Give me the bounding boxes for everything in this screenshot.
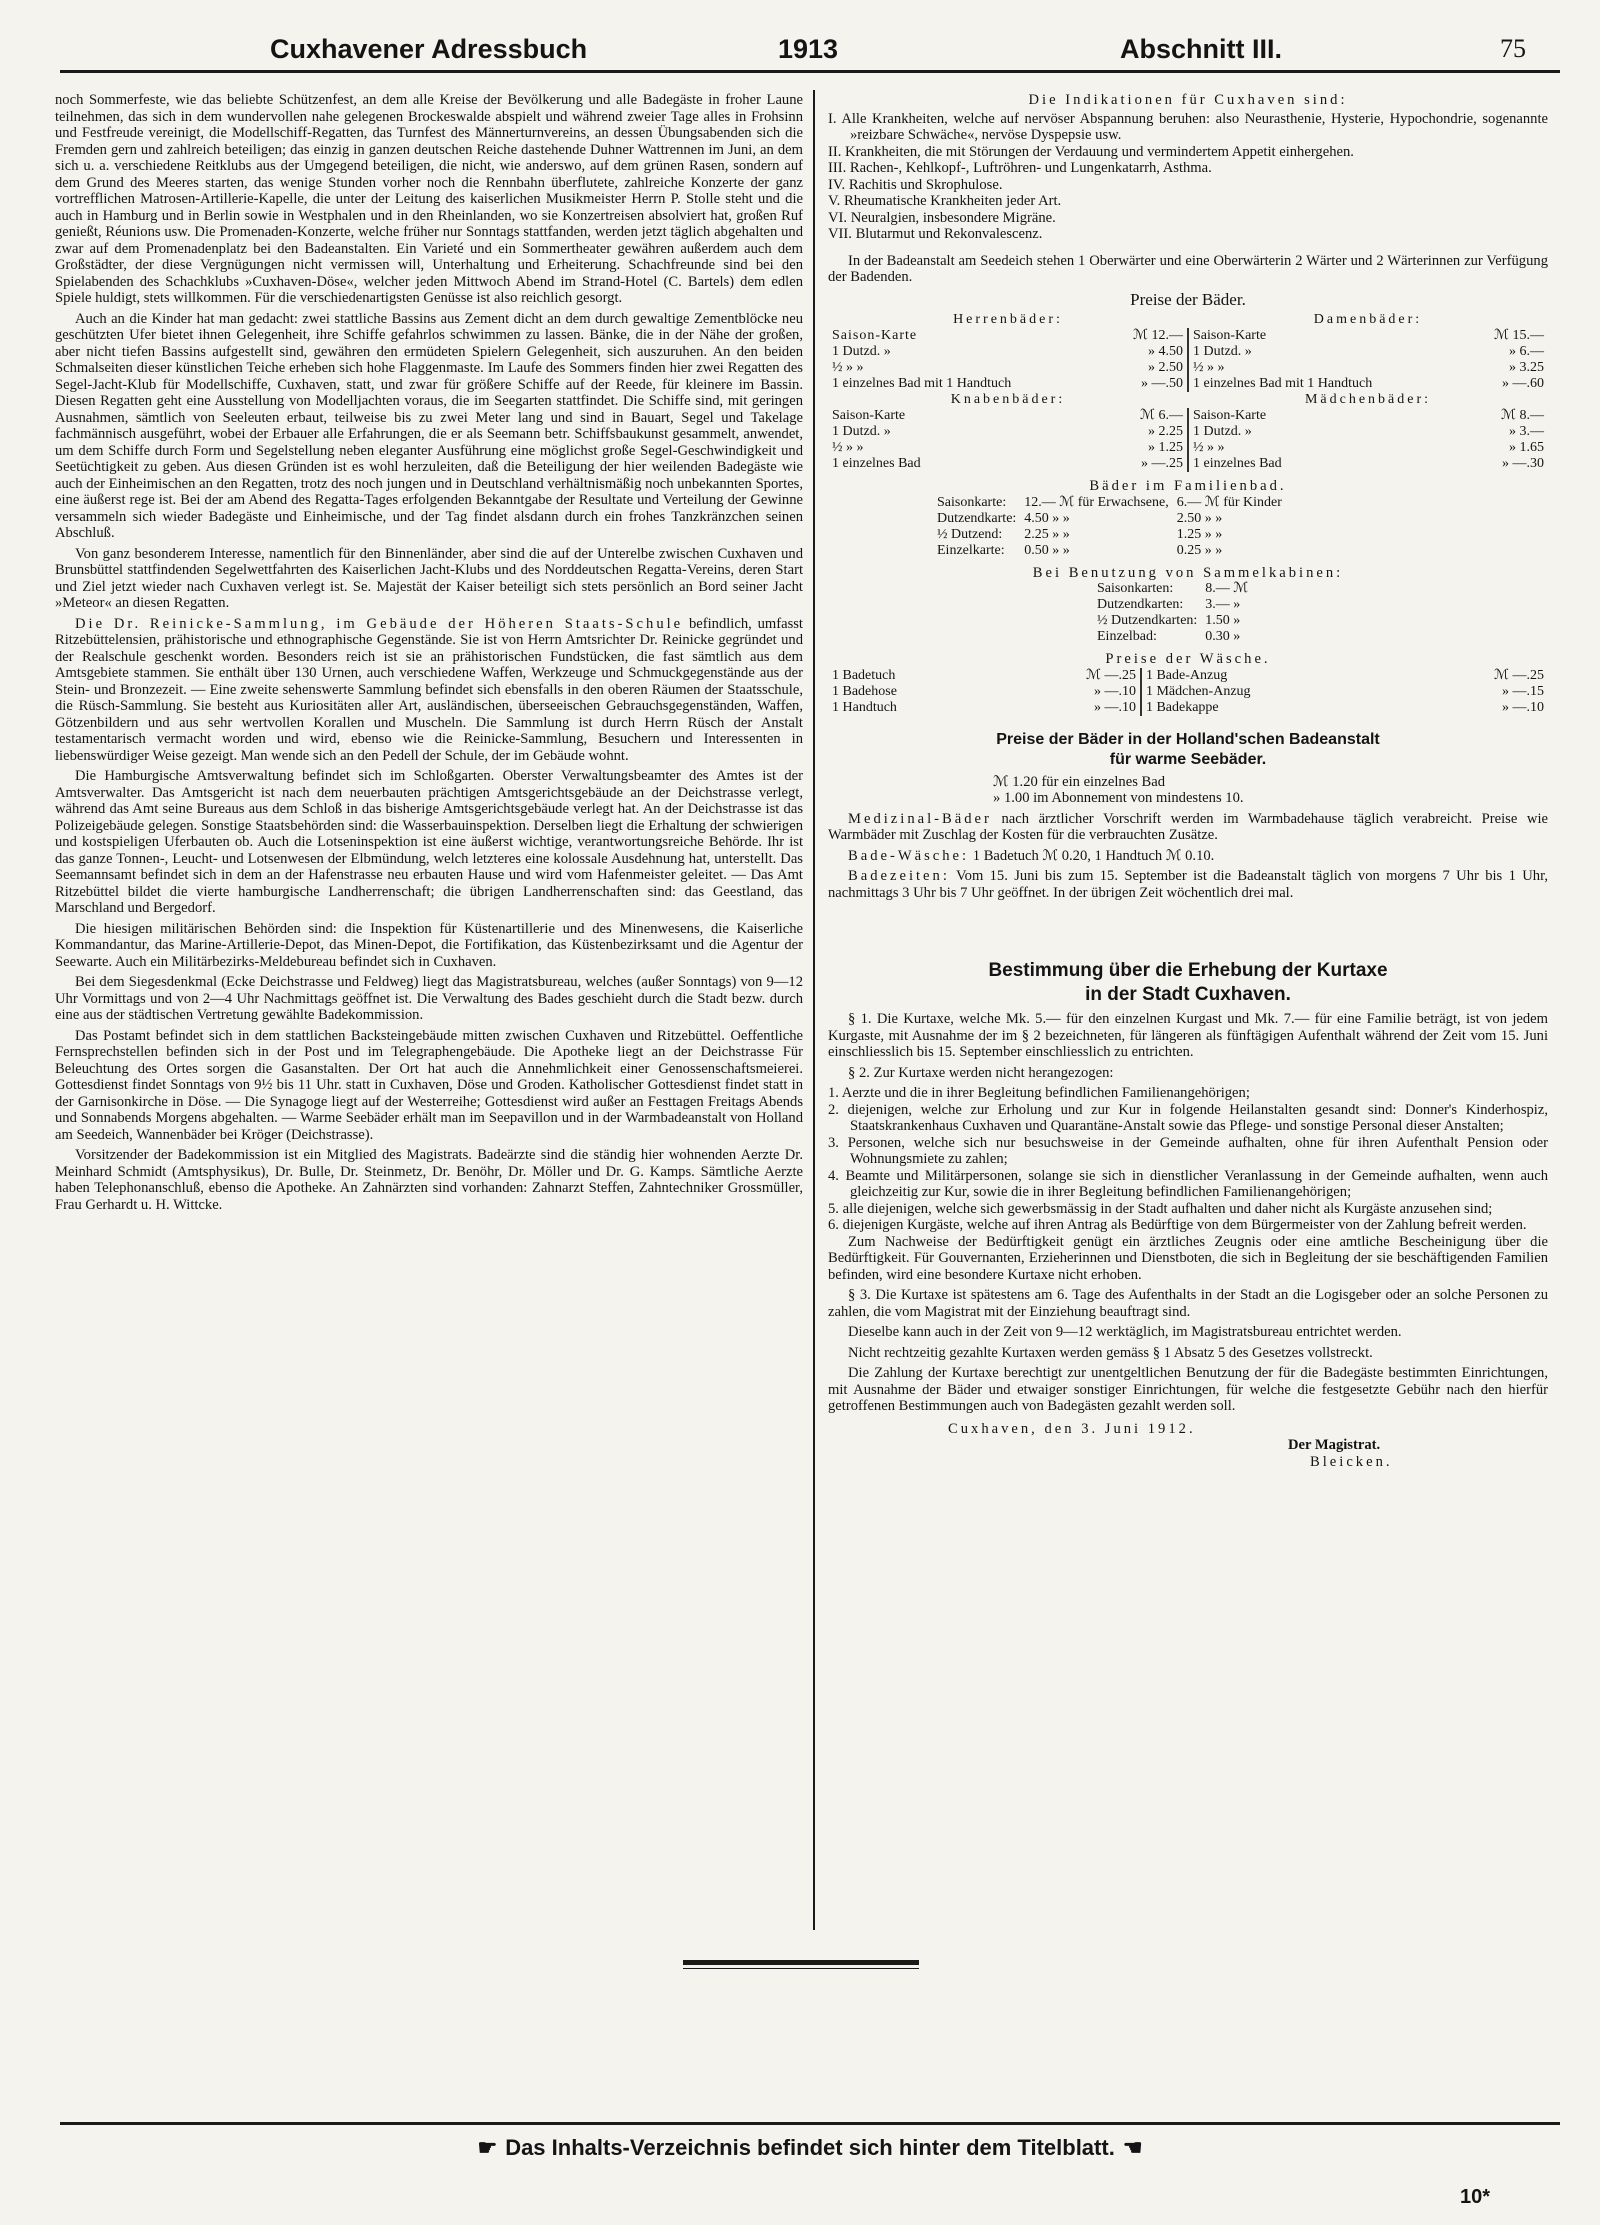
table-row: Saison-Karte ℳ 12.— Saison-Karte ℳ 15.— — [832, 328, 1544, 343]
header-page-number: 75 — [1500, 34, 1526, 63]
paragraph: § 2. Zur Kurtaxe werden nicht herangezogen: — [848, 1064, 1114, 1081]
prices-table-adults — [828, 312, 1548, 472]
sheet-number: 10* — [1460, 2186, 1491, 2208]
header-year: 1913 — [778, 34, 839, 64]
header-title: Cuxhavener Adressbuch — [270, 34, 588, 64]
table-row: 1 Dutzd. » » 4.50 1 Dutzd. » » 6.— — [832, 344, 1544, 359]
table-row: Dutzendkarten: 3.— » — [1097, 597, 1241, 612]
paragraph: Das Postamt befindet sich in dem stattlichen Backsteingebäude mitten zwischen Cuxhaven und Ritzebüttel. Oeffentliche Fernsprechstellen befinden sich in der Post und im Telegraphengebäude. Die Apotheke liegt an der Deichstrasse Für Beleuchtung des Ortes sorgen die Gasanstalten. Der Ort hat auch die Annehmlichkeit einer Genossenschaftsmeierei. Gottesdienst findet Sonntags von 9½ bis 11 Uhr. statt in Cuxhaven, Döse und Groden. Katholischer Gottesdienst findet statt in der Garnisonkirche in Döse. — Die Synagoge liegt auf der Westerreihe; Gottesdienst wird außer an Festtagen Freitags Abends und Sonnabends Morgens abgehalten. — Warme Seebäder erhält man im Seepavillon und in der Warmbadeanstalt von Holland am Seedeich, Wannenbäder bei Kröger (Deichstrasse). — [55, 1027, 803, 1143]
paragraph: Bei dem Siegesdenkmal (Ecke Deichstrasse und Feldweg) liegt das Magistratsbureau, welches (außer Sonntags) von 9—12 Uhr Vormittags und von 2—4 Uhr Nachmittags geöffnet ist. Die Verwaltung des Bades geschieht durch die Stadt bezw. durch eine aus der städtischen Vertretung gewählte Badekommission. — [55, 974, 803, 1023]
paragraph: § 3. Die Kurtaxe ist spätestens am 6. Tage des Aufenthalts in der Stadt an die Logisgeber oder an solche Personen zu zahlen, die vom Magistrat mit der Einziehung beauftragt sind. — [828, 1287, 1548, 1320]
section-end-rule — [683, 1960, 919, 1965]
paragraph: Die Hamburgische Amtsverwaltung befindet sich im Schloßgarten. Oberster Verwaltungsbeamter des Amtes ist der Amtsverwalter. Das Amtsgericht ist nach dem neuerbauten prächtigen Amtsgerichtsgebäude an der Deichstrasse verlegt, während das Amt seine Bureaus aus dem Schloß in das bisherige Amtsgerichtsgebäude verlegt hat. An der Deichstrasse ist das Polizeigebäude gelegen. Sonstige Staatsbehörden sind: die Wasserbauinspektion. Derselben liegt die Erhaltung der schwierigen und kostspieligen Uferbauten ob. Auch die Lotseninspektion ist eine äußerst wichtige, verantwortungsreiche Behörde. Ihr ist das ganze Tonnen-, Leucht- und Lotsenwesen der Elbmündung, welch letzteres eine kolossale Ausdehnung hat, unterstellt. Das Seemannsamt befindet sich in dem an der Hafenstrasse neu erbauten Hause und wird vom Hafenmeister geleitet. — Das Amt Ritzebüttel bildet die vierte hamburgische Landherrenschaft; die übrigen Landherrenschaften sind: das Geestland, das Marschland und Bergedorf. — [55, 768, 803, 916]
left-column — [55, 92, 803, 1932]
table-row: Einzelbad: 0.30 » — [1097, 629, 1241, 644]
paragraph: Auch an die Kinder hat man gedacht: zwei stattliche Bassins aus Zement dicht an dem durch gewaltige Zementblöcke neu geschützten Ufer bietet ihnen Gelegenheit, ihre Schiffe gefahrlos schwimmen zu lassen. Bänke, die in der Nähe der großen, aber nicht tiefen Bassins aufgestellt sind, gewähren den ermüdeten Spielern Gelegenheit, sich auszuruhen. An den beiden Schmalseiten dieser künstlichen Teiche erheben sich hohe Flaggenmaste. Im Laufe des Sommers finden hier zwei Regatten des Segel-Jacht-Klub für Modellschiffe, Cuxhaven, statt, und zwar für größere Schiffe auf der Reede, für kleinere im Bassin. Diesen Regatten geht eine Ausstellung von Modelljachten voraus, die im Seegarten stattfindet. Die Schiffe sind, mit geringen Ausnahmen, sämtlich von Seeleuten erbaut, teilweise bis zu zwei Meter lang und sind in Bauart, Segel und Takelage fachmännisch ausgeführt, wobei der Erbauer alle Erfahrungen, die er als Seemann betr. Schiffsbaukunst gesammelt, anwendet, um dem Schiffe durch Form und Segelstellung neben eleganter Ausführung eine möglichst große Segel-Geschwindigkeit und Seetüchtigkeit zu geben. Aus diesen Gründen ist es wohl herzuleiten, daß die Beteiligung der hier weilenden Badegäste wie auch der Einheimischen an den Regatten, trotz des noch jungen und in Deutschland verhältnismäßig noch unbekannten Sportes, eine äußerst rege ist. Bei der am Abend des Regatta-Tages erfolgenden Bekanntgabe der Resultate und Verteilung der Gewinne versammeln sich wieder Badegäste und Einheimische, und der Tag findet alsdann durch ein frohes Tanzkränzchen seinen Abschluß. — [55, 310, 803, 541]
sammelkabinen-table — [1093, 581, 1252, 645]
staff-paragraph: In der Badeanstalt am Seedeich stehen 1 Oberwärter und eine Oberwärterin 2 Wärter und 2 Wärterinnen zur Verfügung der Badenden. — [828, 252, 1548, 285]
paragraph: Die Zahlung der Kurtaxe berechtigt zur unentgeltlichen Benutzung der für die Badegäste bestimmten Einrichtungen, mit Ausnahme der Bäder und etwaiger sonstiger Einrichtungen, für welche die festgesetzte Gebühr nach den hierfür getroffenen Bestimmungen auch von Badegästen gezahlt werden soll. — [828, 1365, 1548, 1414]
knaben-title: Knabenbäder: — [950, 392, 1066, 407]
header-section: Abschnitt III. — [1120, 34, 1282, 64]
table-row: ½ Dutzendkarten: 1.50 » — [1097, 613, 1241, 628]
list-item: 6. diejenigen Kurgäste, welche auf ihren Antrag als Bedürftige von dem Bürgermeister von der Zahlung befreit werden. — [828, 1217, 1527, 1233]
list-item: IV. Rachitis und Skrophulose. — [828, 176, 1003, 193]
herren-title: Herrenbäder: — [953, 312, 1063, 327]
indications-title: Die Indikationen für Cuxhaven sind: — [1028, 92, 1348, 108]
holland-title: Preise der Bäder in der Holland'schen Badeanstalt für warme Seebäder. — [996, 730, 1380, 768]
list-item: 5. alle diejenigen, welche sich gewerbsmässig in der Stadt aufhalten und daher nicht als Kurgäste anzusehen sind; — [828, 1200, 1493, 1217]
list-item: II. Krankheiten, die mit Störungen der Verdauung und vermindertem Appetit einhergehen. — [828, 143, 1354, 160]
paragraph: § 1. Die Kurtaxe, welche Mk. 5.— für den einzelnen Kurgast und Mk. 7.— für eine Familie beträgt, ist von jedem Kurgaste, mit Ausnahme der im § 2 bezeichneten, für längeren als fünftägigen Aufenthalt während der Zeit vom 15. Juni einschliesslich bis 15. September einschliesslich zu entrichten. — [828, 1011, 1548, 1060]
paragraph: noch Sommerfeste, wie das beliebte Schützenfest, an dem alle Kreise der Bevölkerung und alle Badegäste in froher Laune teilnehmen, das sich in dem wundervollen nahe gelegenen Brockeswalde abspielt und während zweier Tage alles in Frohsinn und Festfreude vereinigt, die Modellschiff-Regatten, das Turnfest des Männerturnvereins, an dessen Übungsabenden sich die Fremden gern und zahlreich beteiligen; das einzig in ganzen deutschen Reiche dastehende Duhner Wattrennen im Juni, an dem sich u. a. verschiedene Reitklubs aus der Umgegend beteiligen, die nicht, wie anderswo, auf dem grünen Rasen, sondern auf dem Grund des Meeres starten, das wenige Stunden vorher noch die Rennbahn überflutete, zahlreiche Konzerte der ganz vortrefflichen Matrosen-Artillerie-Kapelle, die unter der Leitung des kaiserlichen Musikmeister Herrn P. Stolle steht und die auch in Hamburg und in Berlin sowie in Westphalen und in den Rheinlanden, wo sie Konzertreisen absolviert hat, großen Ruf genießt, Réunions usw. Die Promenaden-Konzerte, welche früher nur Sonntags stattfanden, werden jetzt täglich abgehalten und zwar auf dem Promenadenplatz bei den Badeanstalten. Ein Varieté und ein Sommertheater gewähren außerdem auch dem Großstädter, der diese Vergnügungen nicht vermissen will, Unterhaltung und Erheiterung. Schachfreunde sind bei den Spielabenden des Schachklubs »Cuxhaven-Döse«, welcher jeden Mittwoch Abend im Strand-Hotel (C. Bartels) dem edlen Spiele huldigt, stets willkommen. Für die verschiedenartigsten Genüsse ist also reichlich gesorgt. — [55, 92, 803, 306]
table-row: Saison-Karte ℳ 6.— Saison-Karte ℳ 8.— — [832, 408, 1544, 423]
medizinal-paragraph: Medizinal-Bäder nach ärztlicher Vorschrift werden im Warmbadehause täglich verabreicht. Preise wie Warmbäder mit Zuschlag der Kosten für die verbrauchten Zusätze. — [828, 810, 1548, 843]
table-row: 1 einzelnes Bad mit 1 Handtuch » —.50 1 einzelnes Bad mit 1 Handtuch » —.60 — [832, 376, 1544, 391]
table-row: 1 Badehose » —.10 1 Mädchen-Anzug » —.15 — [832, 683, 1544, 699]
kurtaxe-date: Cuxhaven, den 3. Juni 1912. — [948, 1420, 1196, 1437]
paragraph: Vorsitzender der Badekommission ist ein Mitglied des Magistrats. Badeärzte sind die ständig hier wohnenden Aerzte Dr. Meinhard Schmidt (Amtsphysikus), Dr. Bulle, Dr. Steinmetz, Dr. Benöhr, Dr. Möller und Dr. G. Kamps. Sämtliche Aerzte haben Telephonanschluß, ebenso die Apotheke. An Zahnärzten sind vorhanden: Zahnarzt Steffen, Zahntechniker Grossmüller, Frau Gerhardt u. H. Wittcke. — [55, 1147, 803, 1213]
familienbad-table — [933, 495, 1286, 559]
indications-list — [828, 111, 1548, 243]
maedchen-title: Mädchenbäder: — [1304, 392, 1432, 407]
table-row: ½ » » » 2.50 ½ » » » 3.25 — [832, 360, 1544, 375]
header-rule — [60, 70, 1560, 73]
table-row: Saisonkarten: 8.— ℳ — [1097, 581, 1249, 596]
reinicke-heading: Die Dr. Reinicke-Sammlung, im Gebäude der Höheren Staats-Schule — [75, 615, 684, 632]
kurtaxe-exemptions — [828, 1085, 1548, 1234]
paragraph: Die Dr. Reinicke-Sammlung, im Gebäude der Höheren Staats-Schule befindlich, umfasst Ritzebüttelensien, prähistorische und ethnographische Gegenstände. Sie ist von Herrn Amtsrichter Dr. Reinicke gegründet und der Realschule geschenkt worden. Besonders reich ist sie an prähistorischen Fundstücken, die fast sämtlich aus dem Amtsgebiete stammen. Sie enthält über 130 Urnen, auch verschiedene Waffen, Werkzeuge und Schmuckgegenstände aus der Stein- und Bronzezeit. — Eine zweite sehenswerte Sammlung befindet sich ebensfalls in den oberen Räumen der Staatsschule, die Rüsch-Sammlung. Sie besteht aus Kuriositäten aller Art, ausländischen, überseeischen Gebrauchsgegenständen, Waffen, Götzenbildern und aus sehr wertvollen Korallen und Muscheln. Die Sammlung ist durch Herrn Rüsch der Anstalt testamentarisch vermacht worden und wird, ebenso wie die Reinicke-Sammlung, Besuchern und Interessenten in liebenswürdiger Weise gezeigt. Man wende sich an den Pedell der Schule, der im Gebäude wohnt. — [55, 615, 803, 764]
table-row: ½ Dutzend: 2.25 » » 1.25 » » — [937, 526, 1223, 542]
list-item: III. Rachen-, Kehlkopf-, Luftröhren- und Lungenkatarrh, Asthma. — [828, 160, 1212, 176]
badezeiten-paragraph: Badezeiten: Vom 15. Juni bis zum 15. September ist die Badeanstalt täglich von morgens 7 Uhr bis 1 Uhr, nachmittags 3 Uhr bis 7 Uhr geöffnet. In der übrigen Zeit wöchentlich drei mal. — [828, 868, 1548, 901]
table-row: Dutzendkarte: 4.50 » » 2.50 » » — [937, 510, 1223, 526]
waesche-title: Preise der Wäsche. — [1105, 651, 1271, 667]
familienbad-title: Bäder im Familienbad. — [1089, 478, 1287, 494]
waesche-table — [828, 668, 1548, 716]
table-row: Saisonkarte: 12.— ℳ für Erwachsene, 6.— ℳ für Kinder — [937, 494, 1282, 510]
table-row: ½ » » » 1.25 ½ » » » 1.65 — [832, 440, 1544, 455]
prices-title: Preise der Bäder. — [1130, 289, 1246, 309]
paragraph: Von ganz besonderem Interesse, namentlich für den Binnenländer, aber sind die auf der Unterelbe zwischen Cuxhaven und Brunsbüttel stattfindenden Segelwettfahrten des Kaiserlichen Jacht-Klubs und des Norddeutschen Regatta-Vereins, deren Start und Ziel jetzt wieder nach Cuxhaven verlegt ist. Se. Majestät der Kaiser beteiligt sich stets persönlich an Bord seiner Jacht »Meteor« an diesen Regatten. — [55, 545, 803, 611]
kurtaxe-signature: Der Magistrat. Bleicken. — [1288, 1437, 1393, 1470]
footer-note: ☛ Das Inhalts-Verzeichnis befindet sich hinter dem Titelblatt. ☚ — [477, 2135, 1143, 2160]
table-row: 1 Handtuch » —.10 1 Badekappe » —.10 — [832, 699, 1544, 715]
list-item: 1. Aerzte und die in ihrer Begleitung befindlichen Familienangehörigen; — [828, 1085, 1250, 1101]
sammelkabinen-title: Bei Benutzung von Sammelkabinen: — [1032, 564, 1344, 581]
page-header — [60, 28, 1560, 68]
list-item: VII. Blutarmut und Rekonvalescenz. — [828, 226, 1043, 242]
list-item: V. Rheumatische Krankheiten jeder Art. — [828, 193, 1062, 209]
paragraph: Die hiesigen militärischen Behörden sind: die Inspektion für Küstenartillerie und des Minenwesens, die Kaiserliche Kommandantur, das Marine-Artillerie-Depot, das Minen-Depot, die Fortifikation, das Küstenbezirksamt und die Agentur der Seewarte. Auch ein Militärbezirks-Meldebureau befindet sich in Cuxhaven. — [55, 920, 803, 970]
paragraph: Nicht rechtzeitig gezahlte Kurtaxen werden gemäss § 1 Absatz 5 des Gesetzes vollstreckt. — [848, 1344, 1373, 1361]
table-row: 1 Dutzd. » » 2.25 1 Dutzd. » » 3.— — [832, 424, 1544, 439]
list-item: 2. diejenigen, welche zur Erholung und zur Kur in folgende Heilanstalten gesandt sind: Donner's Kinderhospiz, Staatskrankenhaus Cuxhaven und Quarantäne-Anstalt sowie das Pflege- und sonstige Personal dieser Anstalten; — [828, 1101, 1548, 1134]
list-item: VI. Neuralgien, insbesondere Migräne. — [828, 209, 1056, 226]
paragraph: Zum Nachweise der Bedürftigkeit genügt ein ärztliches Zeugnis oder eine amtliche Bescheinigung über die Bedürftigkeit. Für Gouvernanten, Erzieherinnen und Dienstboten, die sich in Begleitung der sie beschäftigenden Familien befinden, wird eine besondere Kurtaxe nicht erhoben. — [828, 1233, 1548, 1283]
table-row: Einzelkarte: 0.50 » » 0.25 » » — [937, 542, 1223, 558]
pointing-hand-left-icon: ☚ — [1122, 2135, 1143, 2160]
list-item: 3. Personen, welche sich nur besuchsweise in der Gemeinde aufhalten, ohne für ihren Aufenthalt Pension oder Wohnungsmiete zu zahlen; — [828, 1134, 1548, 1167]
list-item: I. Alle Krankheiten, welche auf nervöser Abspannung beruhen: also Neurasthenie, Hysterie, Hypochondrie, sogenannte »reizbare Schwäche«, nervöse Dyspepsie usw. — [828, 110, 1548, 143]
table-row: 1 einzelnes Bad » —.25 1 einzelnes Bad » —.30 — [832, 456, 1544, 471]
holland-prices: ℳ 1.20 für ein einzelnes Bad » 1.00 im Abonnement von mindestens 10. — [993, 773, 1244, 806]
kurtaxe-title: Bestimmung über die Erhebung der Kurtaxe in der Stadt Cuxhaven. — [988, 960, 1388, 1005]
damen-title: Damenbäder: — [1313, 312, 1423, 327]
list-item: 4. Beamte und Militärpersonen, solange sie sich in dienstlicher Veranlassung in der Gemeinde aufhalten, wenn auch gleichzeitig zur Kur, sowie die in ihrer Begleitung befindlichen Familienangehörigen; — [828, 1167, 1548, 1200]
pointing-hand-right-icon: ☛ — [477, 2135, 498, 2160]
table-row: 1 Badetuch ℳ —.25 1 Bade-Anzug ℳ —.25 — [832, 667, 1544, 683]
badewaesche-paragraph: Bade-Wäsche: 1 Badetuch ℳ 0.20, 1 Handtuch ℳ 0.10. — [848, 847, 1215, 864]
column-divider — [813, 90, 815, 1930]
paragraph: Dieselbe kann auch in der Zeit von 9—12 werktäglich, im Magistratsbureau entrichtet werden. — [848, 1324, 1402, 1340]
right-column — [828, 92, 1548, 1932]
section-end-rule-thin — [683, 1968, 919, 1969]
footer-rule — [60, 2122, 1560, 2125]
